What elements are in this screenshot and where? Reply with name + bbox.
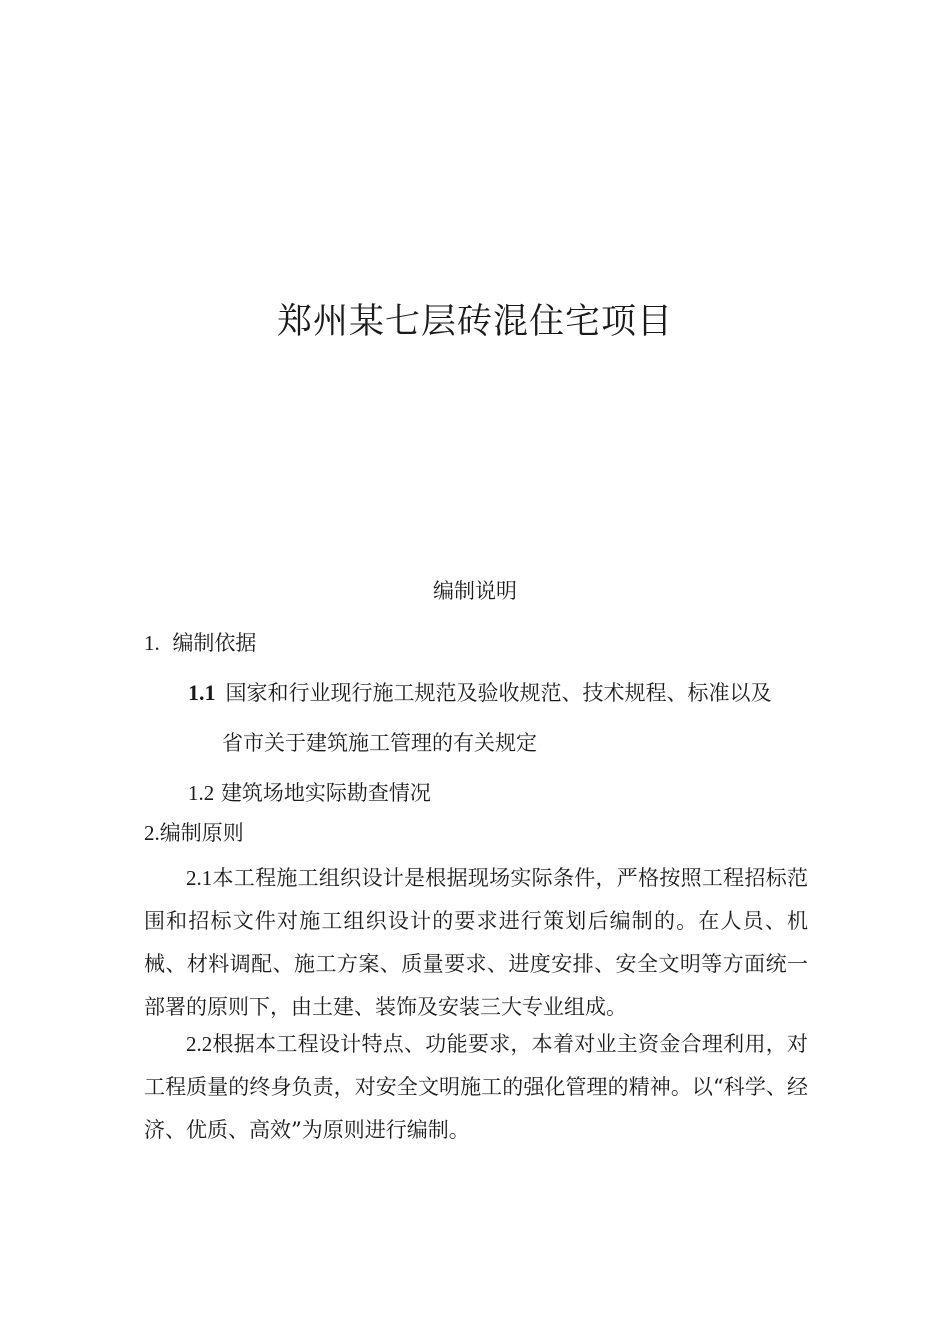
item-1-1 xyxy=(188,676,772,710)
heading-1 xyxy=(144,626,256,660)
heading-1-number: 1. xyxy=(144,631,160,655)
heading-2-number: 2. xyxy=(144,821,160,845)
paragraph-2-2 xyxy=(144,1023,808,1152)
heading-1-text: 编制依据 xyxy=(172,631,257,655)
paragraph-2-1-text: 本工程施工组织设计是根据现场实际条件，严格按照工程招标范围和招标文件对施工组织设计的要求进行策划后编制的。在人员、机械、材料调配、施工方案、质量要求、进度安排、安全文明等方面统一部署的原则下，由土建、装饰及安装三大专业组成。 xyxy=(144,866,808,1019)
item-1-1-text-line2: 省市关于建筑施工管理的有关规定 xyxy=(222,731,537,755)
paragraph-2-1 xyxy=(144,857,808,1029)
item-1-1-continuation xyxy=(222,726,537,760)
item-1-1-text-line1: 国家和行业现行施工规范及验收规范、技术规程、标准以及 xyxy=(225,681,772,705)
item-1-2 xyxy=(188,776,431,810)
document-title: 郑州某七层砖混住宅项目 xyxy=(276,302,673,342)
section-heading: 编制说明 xyxy=(433,579,517,603)
item-1-2-number: 1.2 xyxy=(188,781,215,805)
heading-2 xyxy=(144,816,244,850)
paragraph-2-1-number: 2.1 xyxy=(186,866,213,890)
paragraph-2-2-number: 2.2 xyxy=(186,1032,213,1056)
heading-2-text: 编制原则 xyxy=(159,821,244,845)
item-1-2-text: 建筑场地实际勘查情况 xyxy=(220,781,431,805)
paragraph-2-2-text: 根据本工程设计特点、功能要求，本着对业主资金合理利用，对工程质量的终身负责，对安全文明施工的强化管理的精神。以“科学、经济、优质、高效”为原则进行编制。 xyxy=(144,1032,808,1142)
item-1-1-number: 1.1 xyxy=(188,680,216,705)
